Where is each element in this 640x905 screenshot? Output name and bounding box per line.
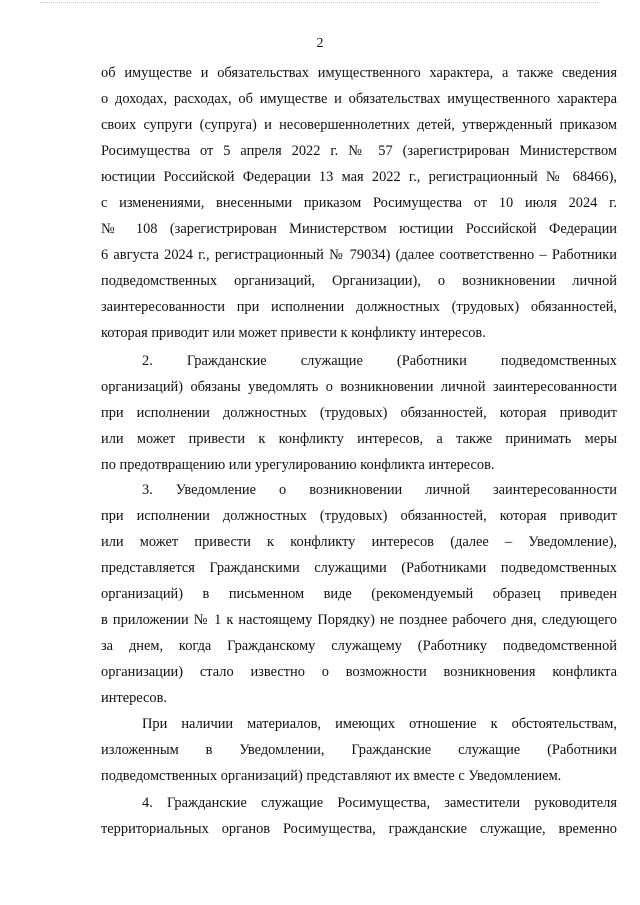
text-line: изложенным в Уведомлении, Гражданские служащие (Работники bbox=[101, 742, 617, 758]
text-line: своих супруги (супруга) и несовершеннолетних детей, утвержденный приказом bbox=[101, 117, 617, 133]
text-line: юстиции Российской Федерации 13 мая 2022 г., регистрационный № 68466), bbox=[101, 169, 617, 185]
text-line: 6 августа 2024 г., регистрационный № 79034) (далее соответственно – Работники bbox=[101, 247, 617, 263]
text-line: о доходах, расходах, об имуществе и обязательствах имущественного характера bbox=[101, 91, 617, 107]
text-line: № 108 (зарегистрирован Министерством юстиции Российской Федерации bbox=[101, 221, 617, 237]
text-line: с изменениями, внесенными приказом Росимущества от 10 июля 2024 г. bbox=[101, 195, 617, 211]
paragraph-4-start: 4. Гражданские служащие Росимущества, заместители руководителя bbox=[142, 795, 617, 811]
text-line: в приложении № 1 к настоящему Порядку) не позднее рабочего дня, следующего bbox=[101, 612, 617, 628]
text-line: которая приводит или может привести к конфликту интересов. bbox=[101, 325, 486, 341]
scan-edge-line bbox=[40, 2, 600, 3]
text-line: интересов. bbox=[101, 690, 167, 706]
text-line: подведомственных организаций, Организации), о возникновении личной bbox=[101, 273, 617, 289]
paragraph-materials-start: При наличии материалов, имеющих отношение к обстоятельствам, bbox=[142, 716, 617, 732]
text-line: или может привести к конфликту интересов (далее – Уведомление), bbox=[101, 534, 617, 550]
paragraph-2-start: 2. Гражданские служащие (Работники подведомственных bbox=[142, 353, 617, 369]
text-line: представляется Гражданскими служащими (Работниками подведомственных bbox=[101, 560, 617, 576]
text-line: организации) стало известно о возможности возникновения конфликта bbox=[101, 664, 617, 680]
text-line: территориальных органов Росимущества, гражданские служащие, временно bbox=[101, 821, 617, 837]
text-line: за днем, когда Гражданскому служащему (Работнику подведомственной bbox=[101, 638, 617, 654]
page-number: 2 bbox=[316, 36, 324, 51]
text-line: заинтересованности при исполнении должностных (трудовых) обязанностей, bbox=[101, 299, 617, 315]
text-line: при исполнении должностных (трудовых) обязанностей, которая приводит bbox=[101, 508, 617, 524]
text-line: организаций) обязаны уведомлять о возникновении личной заинтересованности bbox=[101, 379, 617, 395]
text-line: при исполнении должностных (трудовых) обязанностей, которая приводит bbox=[101, 405, 617, 421]
text-line: подведомственных организаций) представляют их вместе с Уведомлением. bbox=[101, 768, 562, 784]
text-line: организаций) в письменном виде (рекомендуемый образец приведен bbox=[101, 586, 617, 602]
text-line: Росимущества от 5 апреля 2022 г. № 57 (зарегистрирован Министерством bbox=[101, 143, 617, 159]
text-line: по предотвращению или урегулированию конфликта интересов. bbox=[101, 457, 495, 473]
paragraph-3-start: 3. Уведомление о возникновении личной заинтересованности bbox=[142, 482, 617, 498]
text-line: об имуществе и обязательствах имущественного характера, а также сведения bbox=[101, 65, 617, 81]
text-line: или может привести к конфликту интересов, а также принимать меры bbox=[101, 431, 617, 447]
